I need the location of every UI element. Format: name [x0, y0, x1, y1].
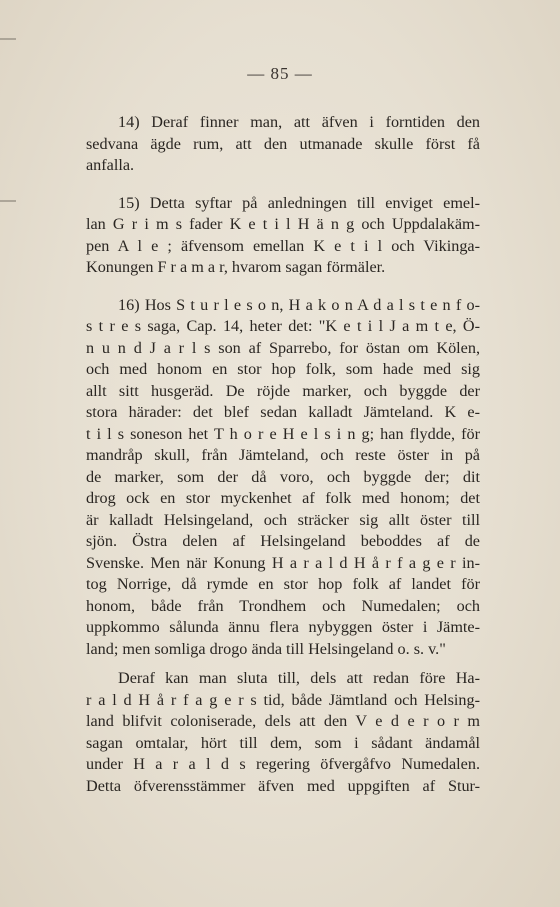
text-line: allt sitt husgeräd. De röjde marker, och byggde der: [86, 381, 480, 400]
text-line: uppkommo sålunda ännu flera nybyggen öster i Jämte-: [86, 618, 480, 636]
text-line: 14) Deraf finner man, att äfven i forntiden den: [118, 113, 480, 131]
text-line: s t r e s saga, Cap. 14, heter det: "K e t i l J a m t e, Ö-: [86, 317, 480, 335]
text-line: och med honom en stor hop folk, som hade med sig: [86, 360, 480, 378]
paragraph-15: [86, 193, 480, 279]
text-line: Deraf kan man sluta till, dels att redan före Ha-: [118, 669, 480, 687]
paragraph-17: [86, 668, 480, 797]
margin-mark: [0, 38, 16, 40]
text-line: under H a r a l d s regering öfvergåfvo Numedalen.: [86, 755, 480, 773]
text-line: r a l d H å r f a g e r s tid, både Jämtland och Helsing-: [86, 690, 480, 709]
text-line: Detta öfverensstämmer äfven med uppgiften af Stur-: [86, 776, 480, 795]
paragraph-14: [86, 112, 480, 177]
text-line: 15) Detta syftar på anledningen till enviget emel-: [118, 193, 480, 212]
text-line: n u n d J a r l s son af Sparrebo, for östan om Kölen,: [86, 338, 480, 357]
paragraph-16: [86, 295, 480, 661]
text-line: är kalladt Helsingeland, och sträcker sig allt öster till: [86, 510, 480, 529]
text-line: land; men somliga drogo ända till Helsingeland o. s. v.": [86, 639, 446, 658]
text-line: tog Norrige, då rymde en stor hop folk af landet för: [86, 575, 480, 593]
text-line: de marker, som der då voro, och byggde der; dit: [86, 467, 480, 486]
text-line: stora härader: det blef sedan kalladt Jämteland. K e-: [86, 403, 480, 421]
text-line: Konungen F r a m a r, hvarom sagan förmäler.: [86, 258, 386, 276]
text-line: drog ock en stor myckenhet af folk med honom; det: [86, 489, 480, 507]
text-line: land blifvit coloniserade, dels att den V e d e r o r m: [86, 712, 480, 730]
text-line: lan G r i m s fader K e t i l H ä n g och Uppdalakäm-: [86, 215, 480, 233]
page-number: — 85 —: [247, 64, 313, 83]
text-line: pen A l e ; äfvensom emellan K e t i l och Vikinga-: [86, 236, 480, 255]
text-line: 16) Hos S t u r l e s o n, H a k o n A d a l s t e n f o-: [118, 295, 480, 314]
text-line: honom, både från Trondhem och Numedalen; och: [86, 596, 480, 615]
text-body: [86, 112, 480, 813]
text-line: anfalla.: [86, 156, 135, 174]
text-line: mandråp skull, från Jämteland, och reste öster in på: [86, 446, 480, 464]
text-line: t i l s soneson het T h o r e H e l s i n g; han flydde, för: [86, 424, 480, 443]
text-line: Svenske. Men när Konung H a r a l d H å r f a g e r in-: [86, 553, 480, 572]
text-line: sagan omtalar, hört till dem, som i sådant ändamål: [86, 733, 480, 752]
text-line: sjön. Östra delen af Helsingeland beboddes af de: [86, 532, 480, 550]
margin-mark: [0, 200, 16, 202]
text-line: sedvana ägde rum, att den utmanade skulle först få: [86, 134, 480, 153]
